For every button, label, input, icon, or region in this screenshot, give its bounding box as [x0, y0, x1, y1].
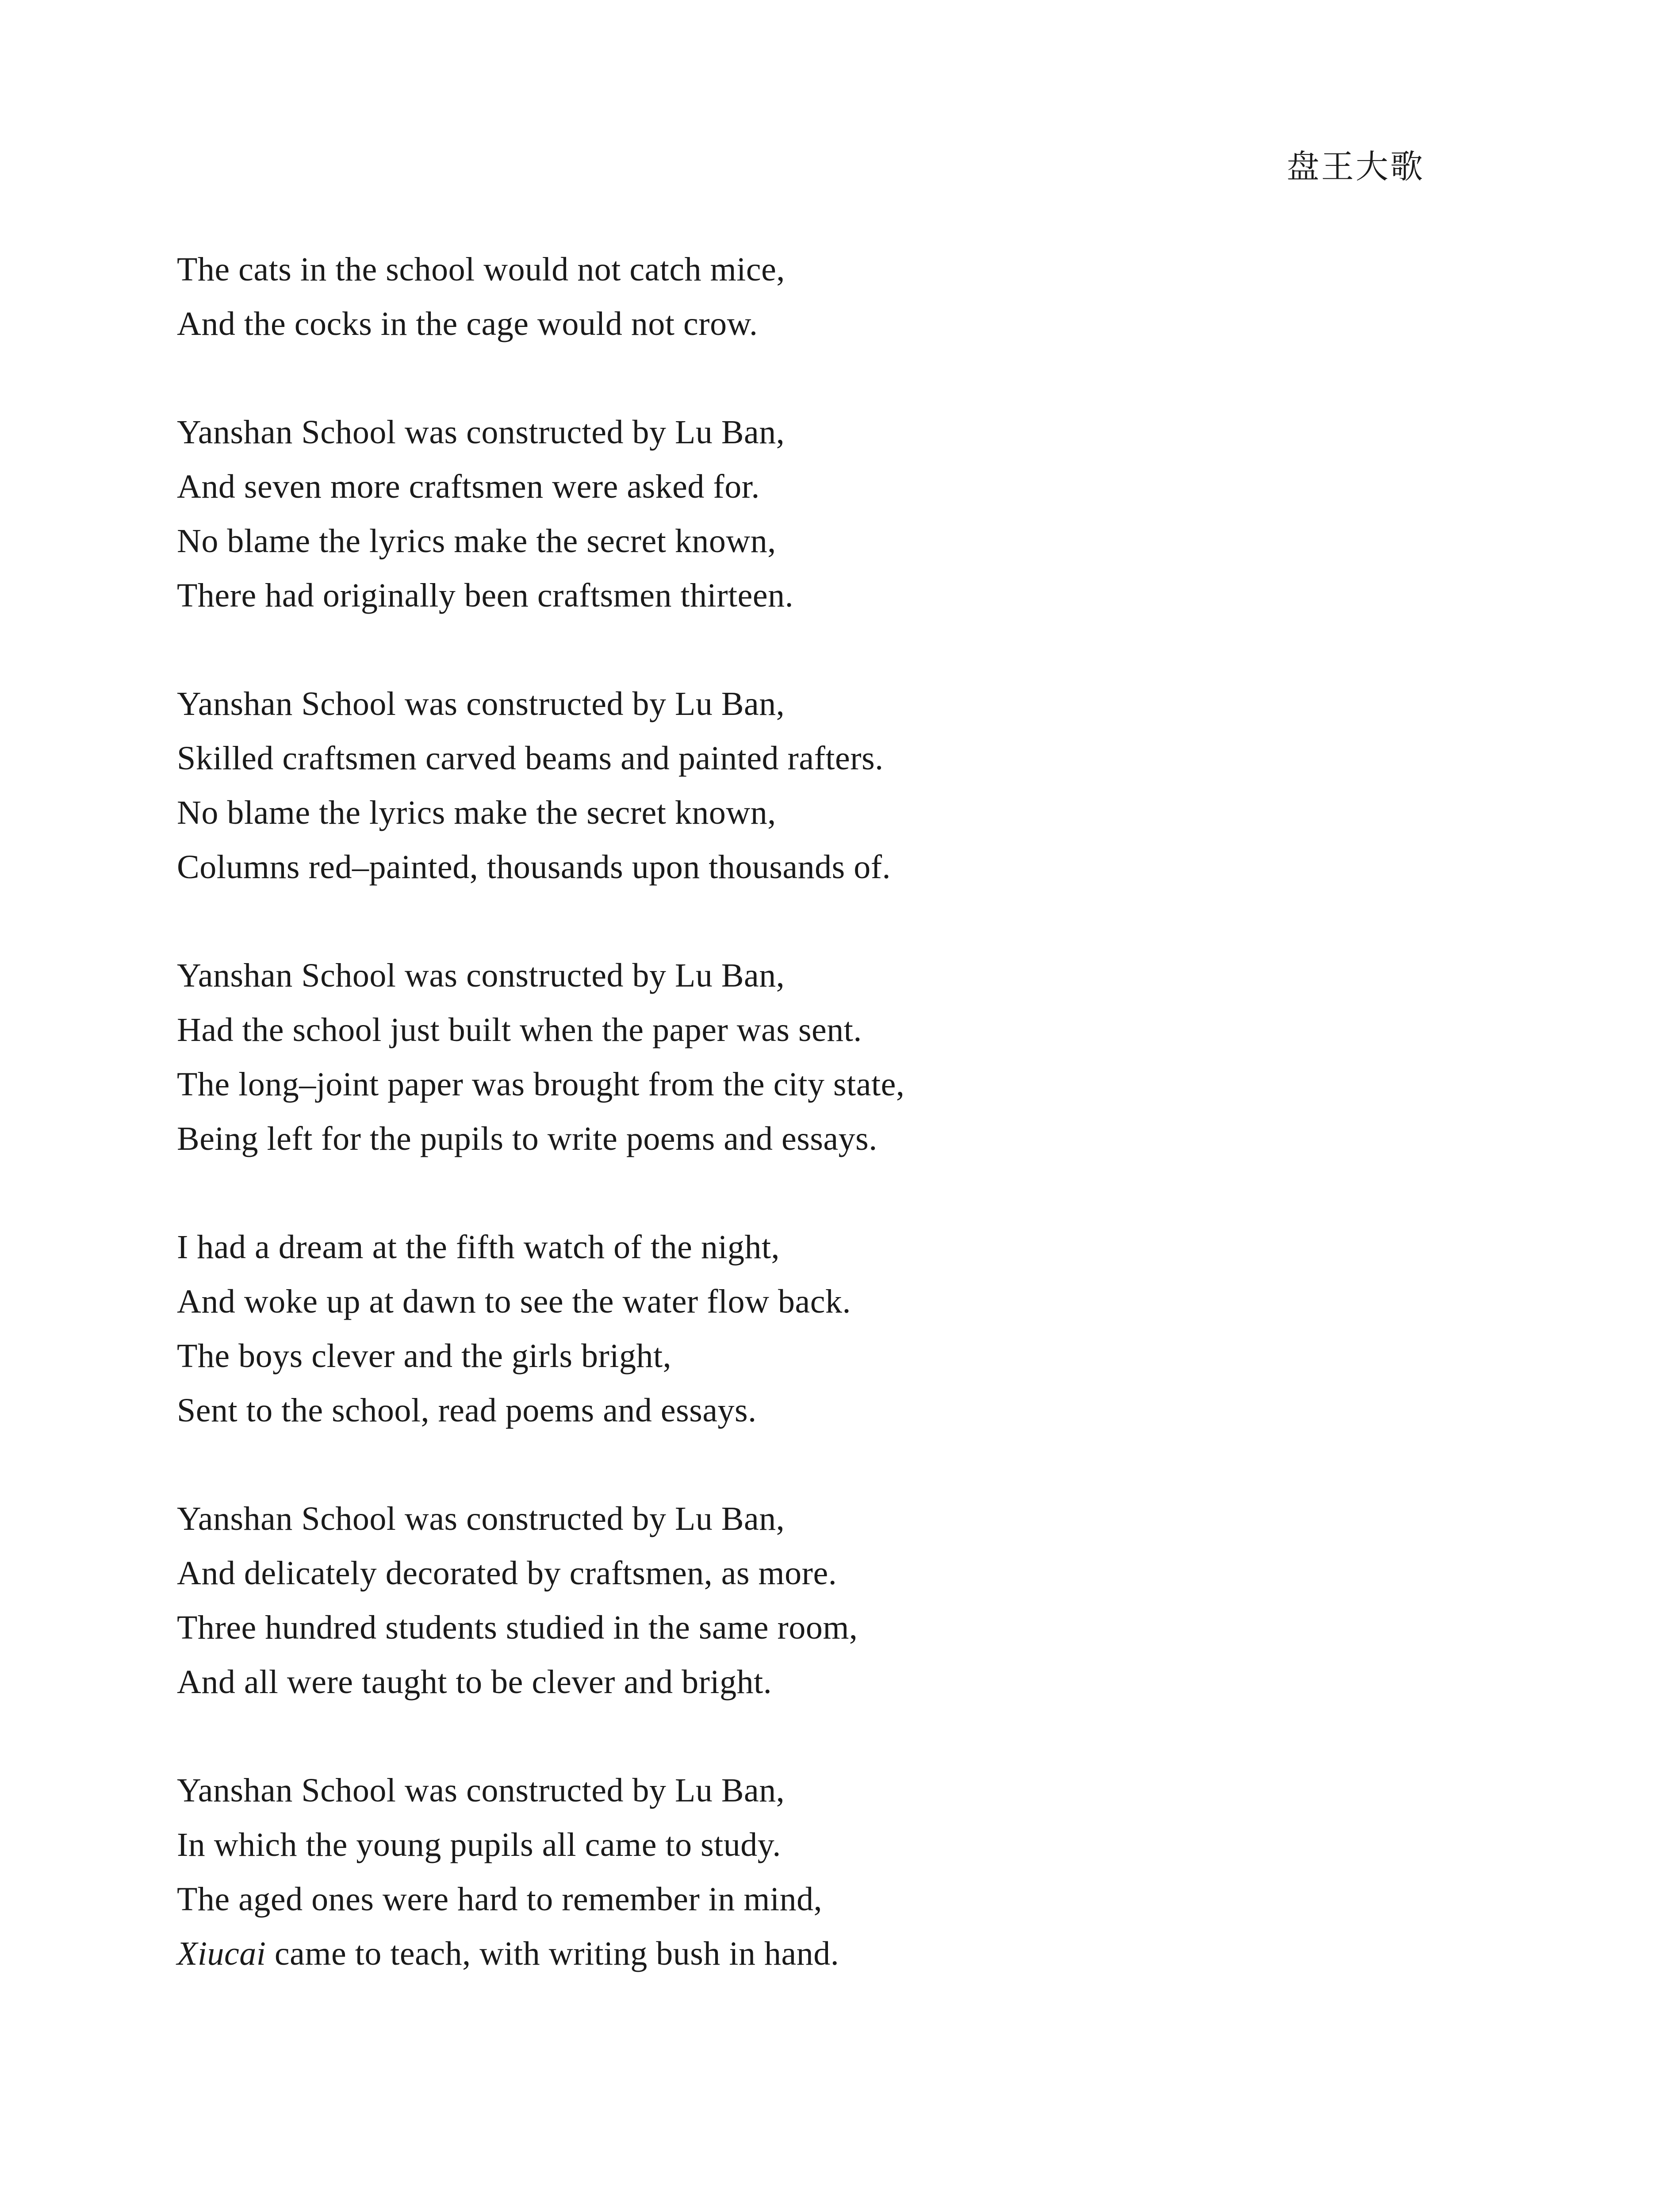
poem-line: No blame the lyrics make the secret known,: [177, 522, 776, 560]
stanza-3: [177, 677, 1460, 895]
stanza-6: [177, 1492, 1460, 1709]
poem-line: I had a dream at the fifth watch of the night,: [177, 1229, 780, 1266]
poem-line: Yanshan School was constructed by Lu Ban,: [177, 1772, 785, 1809]
poem-line: Yanshan School was constructed by Lu Ban,: [177, 414, 785, 451]
running-header-title: 盘王大歌: [1287, 148, 1425, 186]
poem-body: [177, 242, 1460, 2035]
poem-line-last: [177, 1927, 1460, 1981]
poem-line: Skilled craftsmen carved beams and painted rafters.: [177, 740, 884, 777]
poem-line: Sent to the school, read poems and essays.: [177, 1392, 757, 1429]
poem-line: There had originally been craftsmen thirteen.: [177, 577, 794, 614]
poem-line: No blame the lyrics make the secret known,: [177, 794, 776, 831]
poem-line: The cats in the school would not catch mice,: [177, 251, 785, 288]
stanza-2: [177, 405, 1460, 623]
poem-line: The boys clever and the girls bright,: [177, 1337, 672, 1375]
poem-line: And seven more craftsmen were asked for.: [177, 468, 760, 505]
poem-line: Yanshan School was constructed by Lu Ban,: [177, 957, 785, 994]
stanza-7: [177, 1763, 1460, 1981]
poem-line: Yanshan School was constructed by Lu Ban,: [177, 1500, 785, 1537]
poem-line: And delicately decorated by craftsmen, as more.: [177, 1555, 837, 1592]
poem-line: Being left for the pupils to write poems and essays.: [177, 1120, 877, 1157]
stanza-4: [177, 949, 1460, 1166]
poem-line: And the cocks in the cage would not crow.: [177, 305, 758, 342]
poem-line: Columns red–painted, thousands upon thousands of.: [177, 849, 891, 886]
poem-line: The aged ones were hard to remember in mind,: [177, 1881, 823, 1918]
poem-line: In which the young pupils all came to study.: [177, 1826, 781, 1863]
stanza-1: [177, 242, 1460, 351]
poem-line: The long–joint paper was brought from the city state,: [177, 1066, 905, 1103]
poem-line: And woke up at dawn to see the water flow back.: [177, 1283, 851, 1320]
poem-line: Three hundred students studied in the same room,: [177, 1609, 858, 1646]
poem-line-rest: came to teach, with writing bush in hand.: [266, 1935, 839, 1972]
italic-term-xiucai: Xiucai: [177, 1935, 266, 1972]
stanza-5: [177, 1220, 1460, 1438]
poem-line: And all were taught to be clever and bright.: [177, 1663, 772, 1701]
poem-line: Had the school just built when the paper was sent.: [177, 1011, 862, 1048]
poem-line: Yanshan School was constructed by Lu Ban,: [177, 685, 785, 722]
